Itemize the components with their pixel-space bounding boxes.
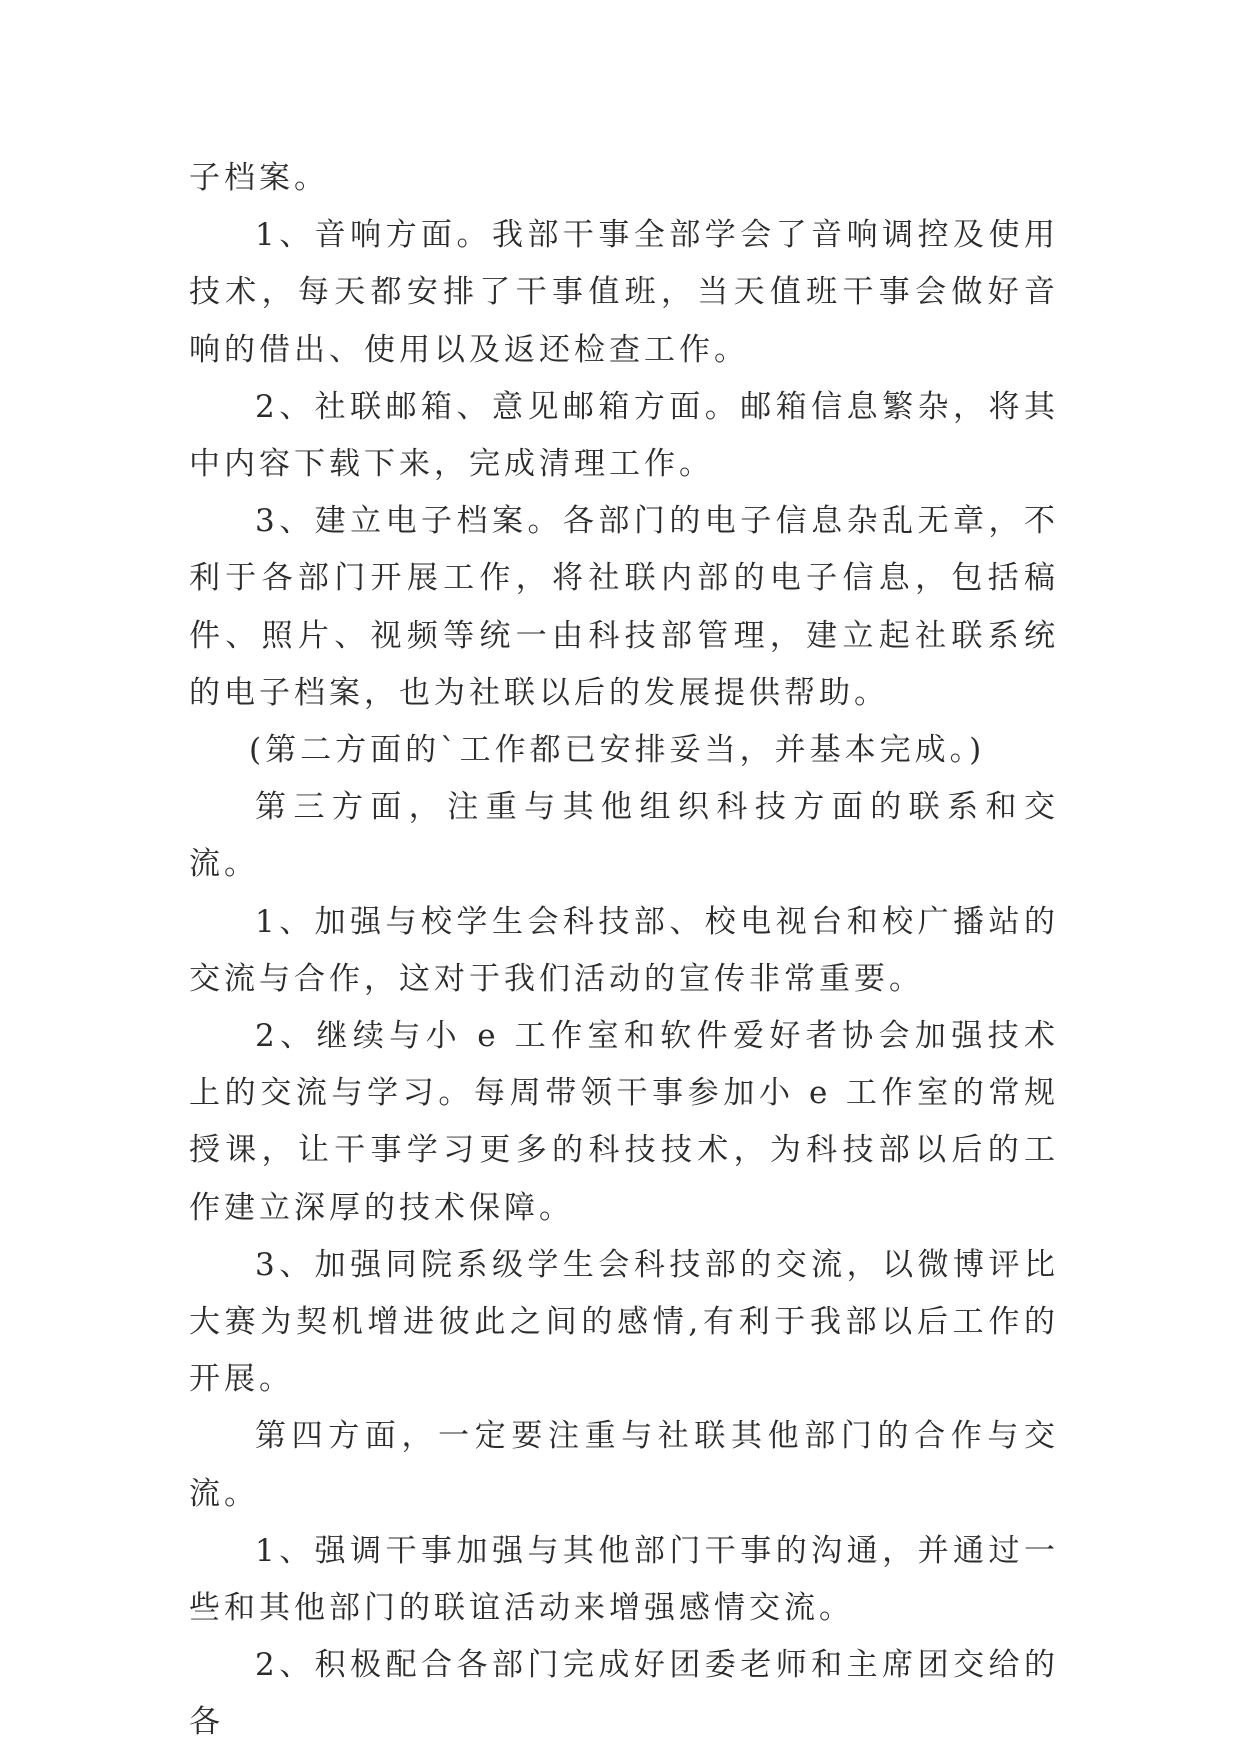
paragraph-electronic-archive: 3、建立电子档案。各部门的电子信息杂乱无章，不利于各部门开展工作，将社联内部的电子信息，包括稿件、照片、视频等统一由科技部管理，建立起社联系统的电子档案，也为社联以后的发展提供帮助。: [189, 503, 1059, 711]
heading-section-four: 第四方面，一定要注重与社联其他部门的合作与交流。: [189, 1418, 1059, 1512]
paragraph-continuation: 子档案。: [189, 160, 329, 196]
paragraph-studio-exchange: 2、继续与小 e 工作室和软件爱好者协会加强技术上的交流与学习。每周带领干事参加小 e 工作室的常规授课，让干事学习更多的科技技术，为科技部以后的工作建立深厚的技术保障。: [189, 1018, 1059, 1226]
paragraph-department-exchange: 3、加强同院系级学生会科技部的交流，以微博评比大赛为契机增进彼此之间的感情,有利于我部以后工作的开展。: [189, 1246, 1059, 1398]
paragraph-section-two-summary: (第二方面的`工作都已安排妥当，并基本完成。): [249, 732, 986, 769]
paragraph-school-cooperation: 1、加强与校学生会科技部、校电视台和校广播站的交流与合作，这对于我们活动的宣传非常重要。: [189, 903, 1059, 997]
paragraph-mailbox: 2、社联邮箱、意见邮箱方面。邮箱信息繁杂，将其中内容下载下来，完成清理工作。: [189, 388, 1059, 483]
paragraph-communication: 1、强调干事加强与其他部门干事的沟通，并通过一些和其他部门的联谊活动来增强感情交流。: [189, 1532, 1059, 1627]
heading-section-three: 第三方面，注重与其他组织科技方面的联系和交流。: [189, 789, 1059, 883]
paragraph-audio: 1、音响方面。我部干事全部学会了音响调控及使用技术，每天都安排了干事值班，当天值班干事会做好音响的借出、使用以及返还检查工作。: [189, 217, 1059, 368]
paragraph-cooperation: 2、积极配合各部门完成好团委老师和主席团交给的各: [189, 1647, 1059, 1741]
document-body: [189, 150, 1059, 1752]
